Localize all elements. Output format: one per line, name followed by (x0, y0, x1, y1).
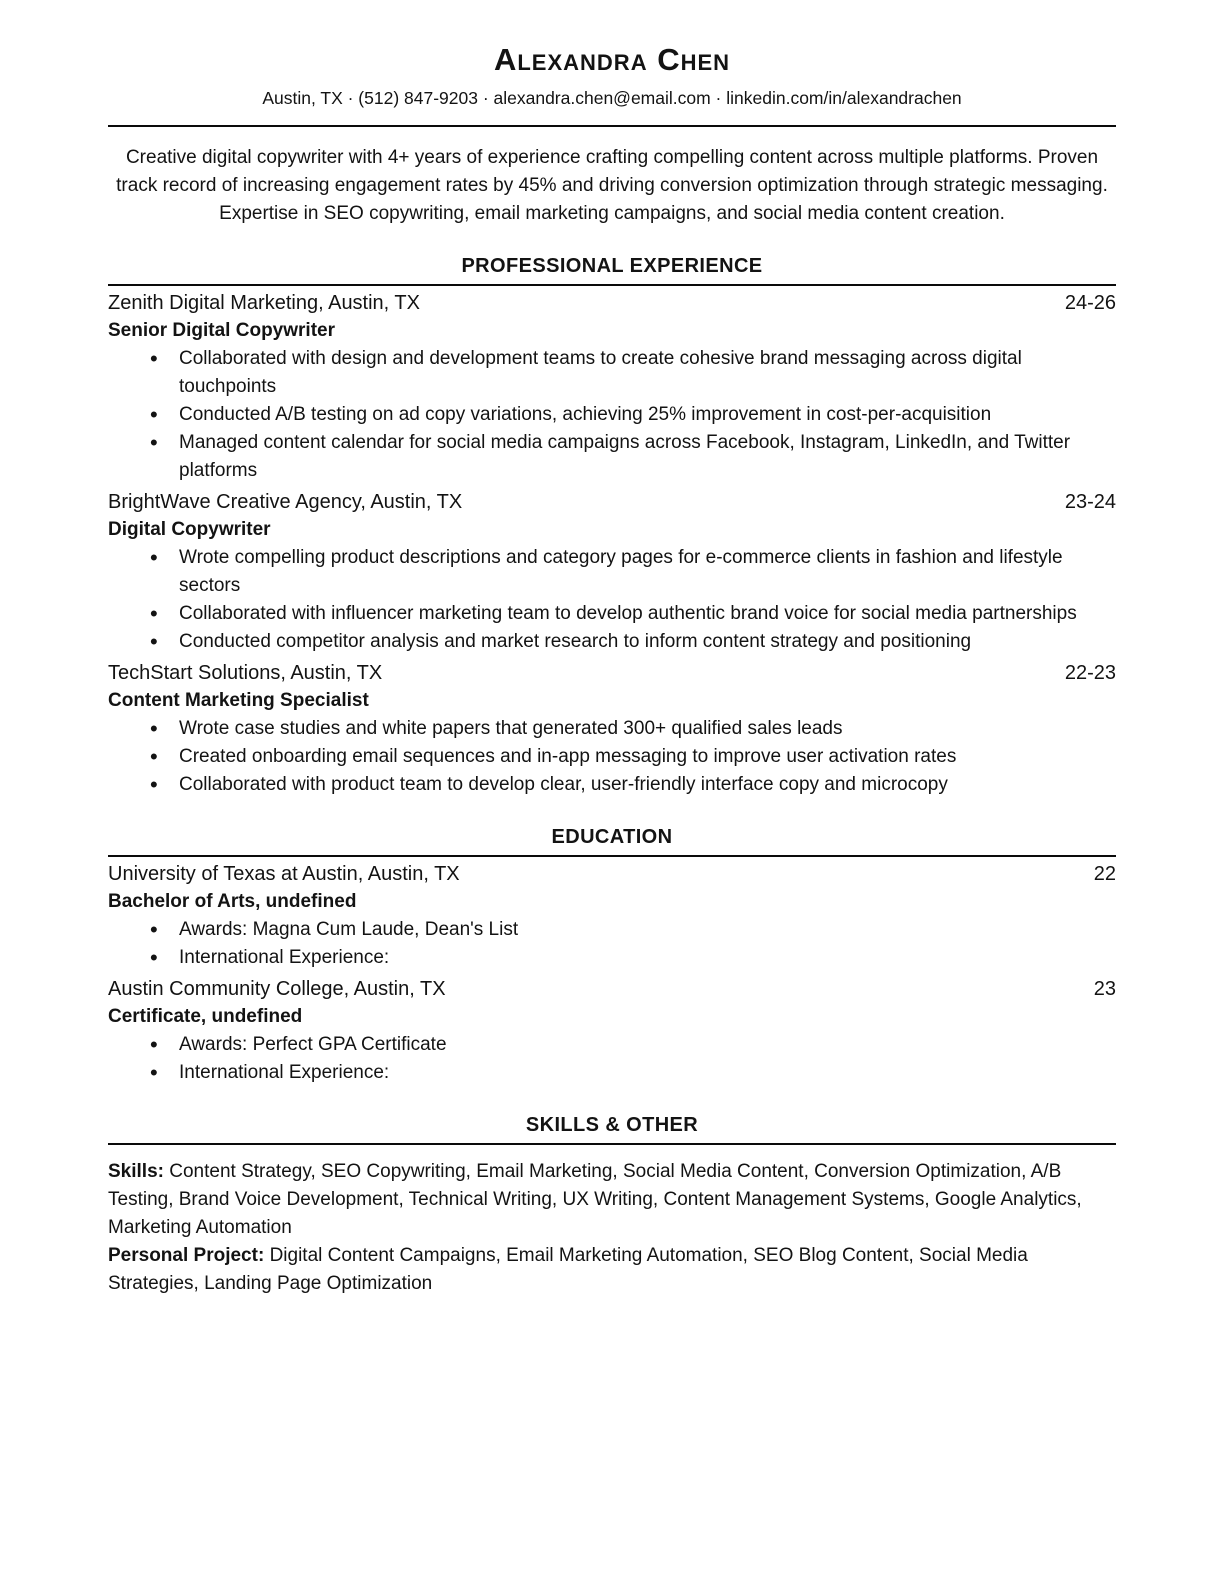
entry-dates: 22-23 (1064, 662, 1116, 684)
skills-list: Content Strategy, SEO Copywriting, Email Marketing, Social Media Content, Conversion Optimization, A/B Testing, Brand Voice Development, Technical Writing, UX Writing, Content Management Systems, Google Analytics, Marketing Automation (108, 1161, 1082, 1238)
bullet-item: • Conducted A/B testing on ad copy variations, achieving 25% improvement in cost-per-acquisition (108, 401, 1116, 429)
section-skills (108, 1113, 1116, 1298)
education-entry (108, 860, 1116, 972)
entry-header (108, 860, 1116, 888)
bullet-list (108, 345, 1116, 485)
section-title-skills: SKILLS & OTHER (108, 1113, 1116, 1145)
skills-label: Skills: (108, 1161, 164, 1182)
bullet-item: • Awards: Perfect GPA Certificate (108, 1031, 1116, 1059)
entry-header (108, 659, 1116, 687)
personal-project-list: Digital Content Campaigns, Email Marketing Automation, SEO Blog Content, Social Media Strategies, Landing Page Optimization (108, 1245, 1028, 1294)
job-title: Digital Copywriter (108, 519, 271, 540)
entry-dates: 22 (1093, 863, 1116, 885)
resume-header (108, 42, 1116, 127)
experience-entry (108, 289, 1116, 485)
entry-header (108, 289, 1116, 317)
degree-title: Bachelor of Arts, undefined (108, 891, 357, 912)
bullet-item: • Wrote case studies and white papers that generated 300+ qualified sales leads (108, 715, 1116, 743)
bullet-item: • Awards: Magna Cum Laude, Dean's List (108, 916, 1116, 944)
company-name: TechStart Solutions, Austin, TX (108, 662, 383, 684)
job-title: Senior Digital Copywriter (108, 320, 335, 341)
entry-dates: 23-24 (1064, 491, 1116, 513)
contact-line: Austin, TX · (512) 847-9203 · alexandra.chen@email.com · linkedin.com/in/alexandrachen (262, 88, 962, 108)
company-name: Zenith Digital Marketing, Austin, TX (108, 292, 420, 314)
candidate-name: Alexandra Chen (493, 42, 731, 77)
experience-entry (108, 659, 1116, 799)
skills-line (108, 1158, 1116, 1242)
bullet-list (108, 715, 1116, 799)
bullet-item: • Collaborated with influencer marketing team to develop authentic brand voice for social media partnerships (108, 600, 1116, 628)
section-title-experience: PROFESSIONAL EXPERIENCE (108, 254, 1116, 286)
skills-text-block (108, 1158, 1116, 1298)
bullet-item: • International Experience: (108, 944, 1116, 972)
bullet-list (108, 1031, 1116, 1087)
experience-entry (108, 488, 1116, 656)
section-title-education: EDUCATION (108, 825, 1116, 857)
bullet-list (108, 916, 1116, 972)
bullet-list (108, 544, 1116, 656)
entry-header (108, 488, 1116, 516)
bullet-item: • Created onboarding email sequences and in-app messaging to improve user activation rates (108, 743, 1116, 771)
company-name: BrightWave Creative Agency, Austin, TX (108, 491, 463, 513)
summary-paragraph: Creative digital copywriter with 4+ years of experience crafting compelling content across multiple platforms. Proven track record of increasing engagement rates by 45% and driving conversion optimization through strategic messaging. Expertise in SEO copywriting, email marketing campaigns, and social media content creation. (116, 147, 1108, 224)
bullet-item: • Managed content calendar for social media campaigns across Facebook, Instagram, LinkedIn, and Twitter platforms (108, 429, 1116, 485)
bullet-item: • Collaborated with design and development teams to create cohesive brand messaging across digital touchpoints (108, 345, 1116, 401)
section-education (108, 825, 1116, 1087)
personal-project-line (108, 1242, 1116, 1298)
section-experience (108, 254, 1116, 799)
bullet-item: • Conducted competitor analysis and market research to inform content strategy and positioning (108, 628, 1116, 656)
degree-title: Certificate, undefined (108, 1006, 303, 1027)
school-name: University of Texas at Austin, Austin, TX (108, 863, 460, 885)
personal-project-label: Personal Project: (108, 1245, 265, 1266)
school-name: Austin Community College, Austin, TX (108, 978, 446, 1000)
entry-dates: 24-26 (1064, 292, 1116, 314)
bullet-item: • Wrote compelling product descriptions and category pages for e-commerce clients in fashion and lifestyle sectors (108, 544, 1116, 600)
entry-header (108, 975, 1116, 1003)
bullet-item: • International Experience: (108, 1059, 1116, 1087)
job-title: Content Marketing Specialist (108, 690, 369, 711)
education-entry (108, 975, 1116, 1087)
entry-dates: 23 (1093, 978, 1116, 1000)
bullet-item: • Collaborated with product team to develop clear, user-friendly interface copy and microcopy (108, 771, 1116, 799)
